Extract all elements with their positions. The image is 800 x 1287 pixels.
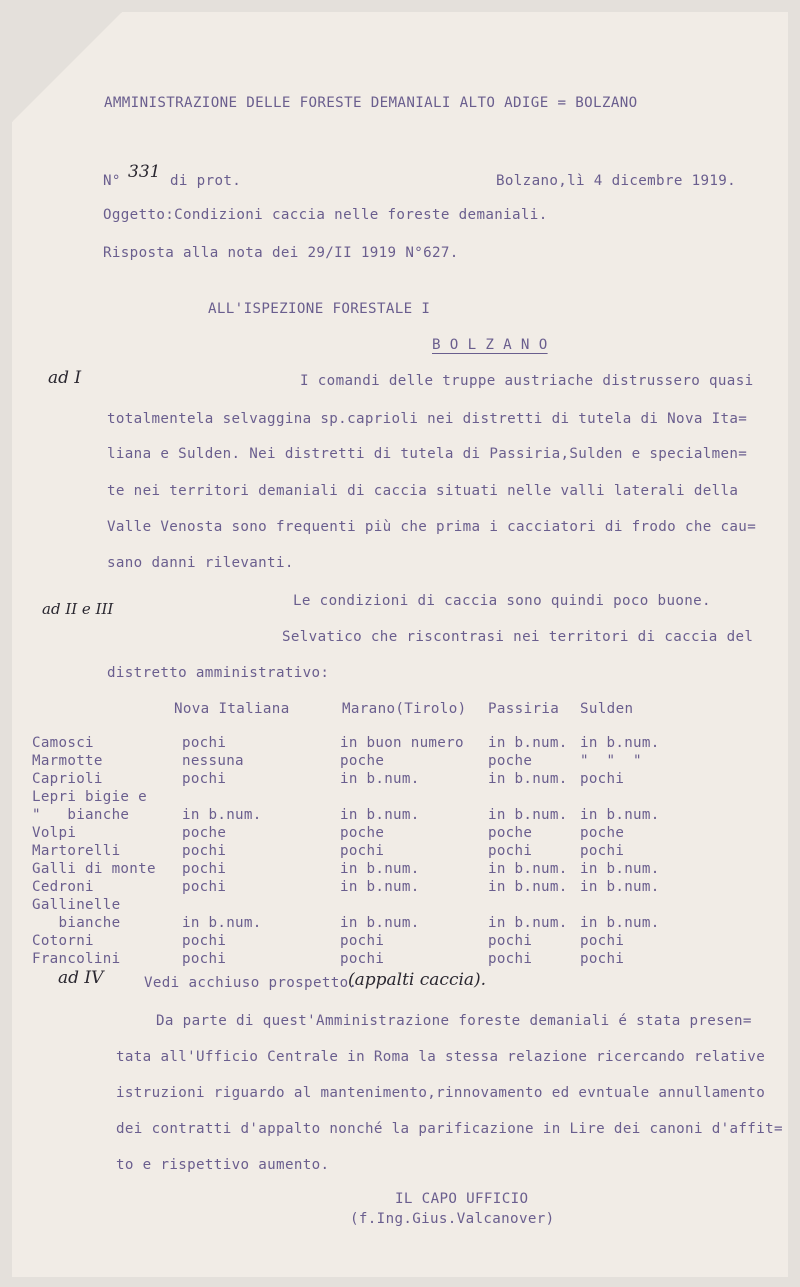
cell-sulden: poche [580,825,625,841]
row-species: " bianche [32,807,130,823]
cell-sulden: pochi [580,951,625,967]
row-species: Martorelli [32,843,121,859]
recipient-line: ALL'ISPEZIONE FORESTALE I [208,301,431,317]
table-header-marano: Marano(Tirolo) [342,701,467,717]
protocol-suffix: di prot. [170,173,242,189]
paragraph4-line4: dei contratti d'appalto nonché la parificazione in Lire dei canoni d'affit= [116,1121,783,1137]
cell-nova: in b.num. [182,915,262,931]
row-species: bianche [32,915,121,931]
cell-nova: pochi [182,735,227,751]
cell-nova: nessuna [182,753,244,769]
paragraph1-line5: Valle Venosta sono frequenti più che prima i cacciatori di frodo che cau= [107,519,757,535]
cell-nova: pochi [182,861,227,877]
paragraph4-line5: to e rispettivo aumento. [116,1157,330,1173]
cell-passiria: poche [488,825,533,841]
cell-marano: in buon numero [340,735,464,751]
cell-marano: in b.num. [340,861,420,877]
row-species: Francolini [32,951,121,967]
cell-sulden: in b.num. [580,861,660,877]
recipient-city: B O L Z A N O [432,337,548,353]
row-species: Cotorni [32,933,94,949]
cell-marano: pochi [340,843,385,859]
row-species: Camosci [32,735,94,751]
paragraph1-line1: I comandi delle truppe austriache distrussero quasi [300,373,754,389]
paragraph4-line1: Da parte di quest'Amministrazione foreste demaniali é stata presen= [156,1013,752,1029]
cell-passiria: in b.num. [488,915,568,931]
cell-marano: poche [340,753,385,769]
row-species: Marmotte [32,753,103,769]
cell-nova: pochi [182,879,227,895]
cell-nova: pochi [182,951,227,967]
table-header-nova: Nova Italiana [174,701,290,717]
paragraph4-line3: istruzioni riguardo al mantenimento,rinnovamento ed evntuale annullamento [116,1085,766,1101]
table-header-sulden: Sulden [580,701,634,717]
cell-sulden: in b.num. [580,879,660,895]
cell-sulden: in b.num. [580,807,660,823]
row-species: Gallinelle [32,897,121,913]
table-header-passiria: Passiria [488,701,560,717]
cell-passiria: in b.num. [488,861,568,877]
signature-title: IL CAPO UFFICIO [395,1191,529,1207]
paragraph2: Le condizioni di caccia sono quindi poco buone. [293,593,711,609]
row-species: Volpi [32,825,77,841]
paragraph3-line2: distretto amministrativo: [107,665,330,681]
cell-passiria: pochi [488,843,533,859]
cell-nova: pochi [182,933,227,949]
cell-passiria: in b.num. [488,879,568,895]
cell-nova: pochi [182,771,227,787]
cell-nova: in b.num. [182,807,262,823]
paragraph1-line6: sano danni rilevanti. [107,555,294,571]
paragraph1-line4: te nei territori demaniali di caccia situati nelle valli laterali della [107,483,739,499]
cell-passiria: poche [488,753,533,769]
protocol-number: 331 [128,162,161,182]
paragraph3-line1: Selvatico che riscontrasi nei territori di caccia del [282,629,754,645]
reply-reference: Risposta alla nota dei 29/II 1919 N°627. [103,245,459,261]
row-species: Cedroni [32,879,94,895]
cell-marano: pochi [340,951,385,967]
handwritten-inline-note: (appalti caccia). [348,970,487,990]
cell-marano: in b.num. [340,915,420,931]
margin-note-2: ad II e III [42,600,114,618]
cell-nova: pochi [182,843,227,859]
letterhead: AMMINISTRAZIONE DELLE FORESTE DEMANIALI ALTO ADIGE = BOLZANO [104,95,638,111]
cell-sulden: pochi [580,843,625,859]
cell-nova: poche [182,825,227,841]
cell-sulden: pochi [580,771,625,787]
signature-name: (f.Ing.Gius.Valcanover) [350,1211,555,1227]
cell-passiria: pochi [488,933,533,949]
cell-sulden: in b.num. [580,915,660,931]
cell-marano: pochi [340,933,385,949]
cell-sulden: pochi [580,933,625,949]
cell-marano: poche [340,825,385,841]
margin-note-3: ad IV [58,968,104,988]
paragraph1-line2: totalmentela selvaggina sp.caprioli nei distretti di tutela di Nova Ita= [107,411,748,427]
cell-marano: in b.num. [340,771,420,787]
cell-sulden: in b.num. [580,735,660,751]
cell-sulden: " " " [580,753,642,769]
protocol-prefix: N° [103,173,121,189]
enclosure-note: Vedi acchiuso prospetto. [144,975,358,991]
cell-passiria: pochi [488,951,533,967]
row-species: Galli di monte [32,861,156,877]
paragraph1-line3: liana e Sulden. Nei distretti di tutela di Passiria,Sulden e specialmen= [107,446,748,462]
cell-passiria: in b.num. [488,771,568,787]
letter-date: Bolzano,lì 4 dicembre 1919. [496,173,737,189]
cell-marano: in b.num. [340,807,420,823]
margin-note-1: ad I [48,368,82,388]
paragraph4-line2: tata all'Ufficio Centrale in Roma la stessa relazione ricercando relative [116,1049,766,1065]
row-species: Lepri bigie e [32,789,147,805]
row-species: Caprioli [32,771,103,787]
cell-marano: in b.num. [340,879,420,895]
cell-passiria: in b.num. [488,735,568,751]
cell-passiria: in b.num. [488,807,568,823]
subject-line: Oggetto:Condizioni caccia nelle foreste demaniali. [103,207,548,223]
